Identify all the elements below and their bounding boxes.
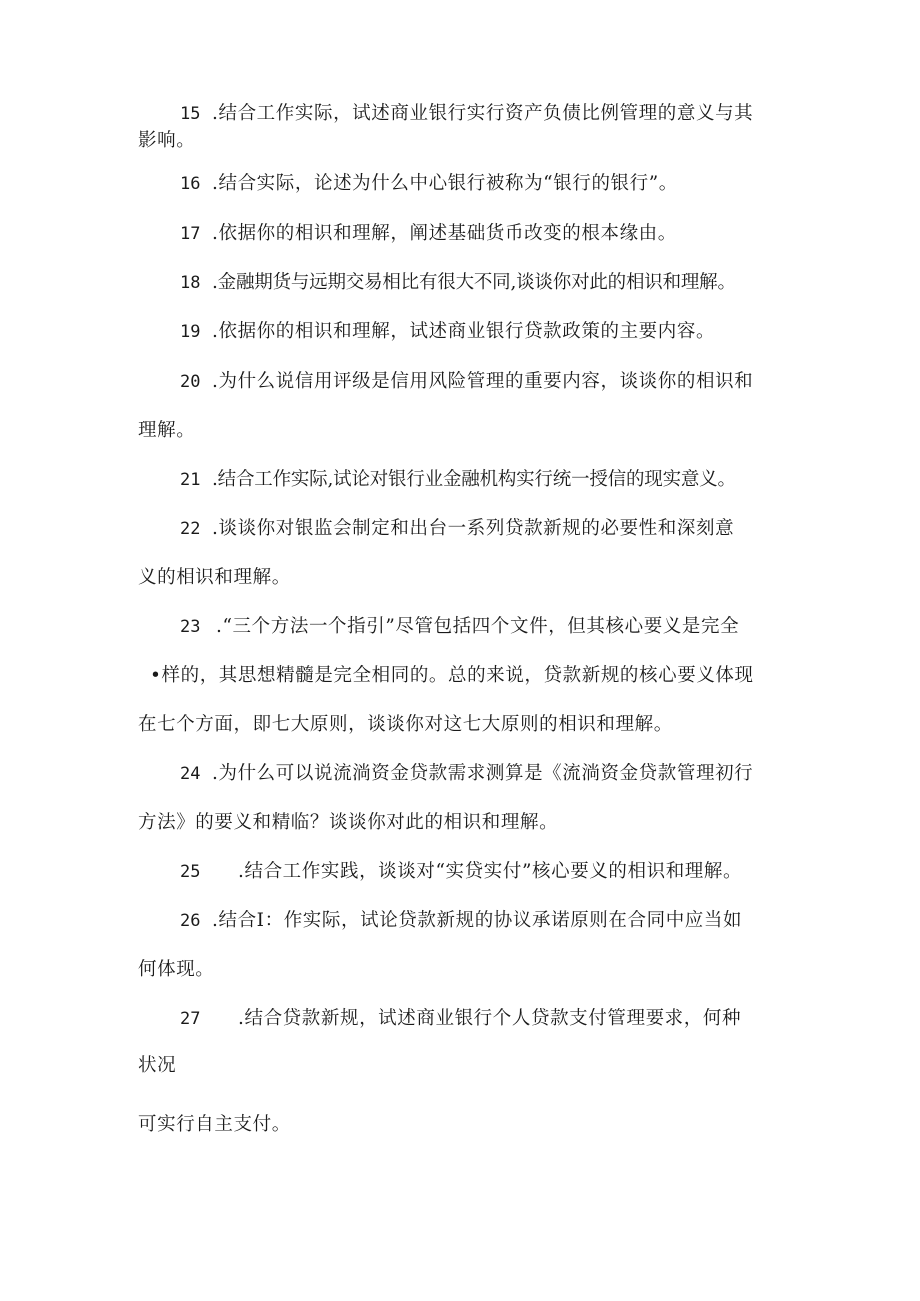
question-26-line-2: 何体现。 (138, 959, 215, 980)
question-26-line-1 (180, 909, 742, 933)
question-number: 17 (180, 224, 201, 244)
question-text: .为什么可以说流淌资金贷款需求测算是《流淌资金贷款管理初行 (212, 763, 754, 784)
question-20-line-2: 理解。 (138, 420, 196, 441)
question-number: 26 (180, 911, 201, 931)
question-22-line-1 (180, 517, 734, 541)
question-number: 21 (180, 470, 201, 490)
question-text: .为什么说信用评级是信用风险管理的重要内容，谈谈你的相识和 (212, 371, 754, 392)
question-18-line-1 (180, 271, 736, 295)
question-17-line-1 (180, 222, 677, 246)
question-24-line-2: 方法》的要义和精临？谈谈你对此的相识和理解。 (138, 812, 559, 833)
question-number: 27 (180, 1009, 201, 1029)
question-25-line-1 (180, 860, 742, 884)
question-15-line-1 (180, 102, 753, 126)
question-23-line-3: 在七个方面，即七大原则，谈谈你对这七大原则的相识和理解。 (138, 714, 673, 735)
question-21-line-1 (180, 468, 736, 492)
question-number: 15 (180, 104, 201, 124)
question-text: .结合I：作实际，试论贷款新规的协议承诺原则在合同中应当如 (212, 910, 743, 931)
question-text: .结合贷款新规，试述商业银行个人贷款支付管理要求，何种 (238, 1008, 742, 1029)
question-27-line-2: 状况 (138, 1055, 177, 1076)
question-number: 24 (180, 764, 201, 784)
question-number: 22 (180, 519, 201, 539)
question-15-line-2: 影响。 (138, 130, 196, 151)
question-27-line-3: 可实行自主支付。 (138, 1114, 291, 1135)
question-20-line-1 (180, 370, 753, 394)
question-text: .依据你的相识和理解，阐述基础货币改变的根本缘由。 (212, 223, 677, 244)
question-27-line-1 (180, 1007, 741, 1031)
question-text: .“三个方法一个指引”尽管包括四个文件，但其核心要义是完全 (216, 616, 740, 637)
question-number: 18 (180, 273, 201, 293)
question-text: .结合工作实际,试论对银行业金融机构实行统一授信的现实意义。 (212, 469, 736, 490)
question-text: .结合实际，论述为什么中心银行被称为“银行的银行”。 (212, 173, 678, 194)
question-number: 20 (180, 372, 201, 392)
question-24-line-1 (180, 762, 753, 786)
question-text: .谈谈你对银监会制定和出台一系列贷款新规的必要性和深刻意 (212, 518, 735, 539)
question-number: 25 (180, 862, 201, 882)
question-number: 16 (180, 174, 201, 194)
question-text: .结合工作实践，谈谈对“实贷实付”核心要义的相识和理解。 (238, 861, 743, 882)
question-23-line-2: •样的，其思想精髓是完全相同的。总的来说，贷款新规的核心要义体现 (150, 665, 754, 686)
question-19-line-1 (180, 320, 715, 344)
question-text: .结合工作实际，试述商业银行实行资产负债比例管理的意义与其 (212, 103, 754, 124)
question-text: .金融期货与远期交易相比有很大不同,谈谈你对此的相识和理解。 (212, 272, 736, 293)
question-number: 19 (180, 322, 201, 342)
question-number: 23 (180, 617, 201, 637)
question-23-line-1 (180, 615, 739, 639)
question-22-line-2: 义的相识和理解。 (138, 567, 291, 588)
question-16-line-1 (180, 172, 678, 196)
question-text: .依据你的相识和理解，试述商业银行贷款政策的主要内容。 (212, 321, 716, 342)
